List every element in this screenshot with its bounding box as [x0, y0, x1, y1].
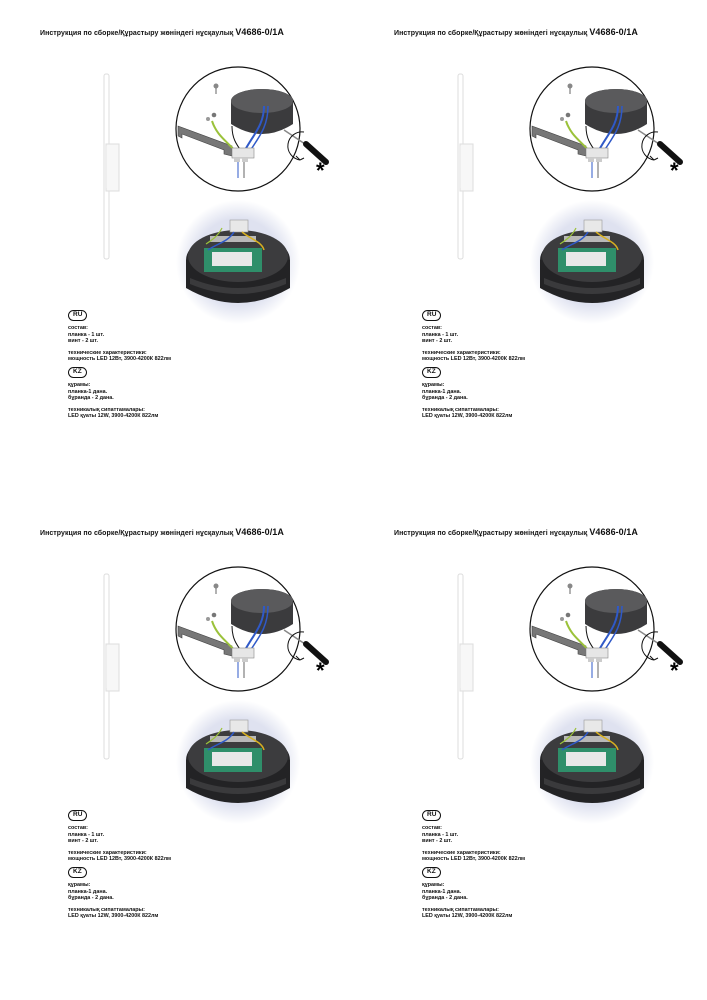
- kz-tech-title: техникалық сипаттамалары:: [68, 406, 145, 413]
- ru-tech-line: мощность LED 12Вт, 3900-4200К 822лм: [422, 356, 525, 363]
- wall-lamp-illustration: [354, 500, 484, 770]
- ru-composition-title: состав:: [68, 825, 88, 831]
- specifications: [68, 810, 171, 920]
- instruction-panel-bottom-right: [354, 500, 707, 1000]
- kz-composition-line: планка-1 дана.: [68, 388, 108, 395]
- kz-tech-line: LED қуаты 12W, 3900-4200К 822лм: [422, 913, 513, 920]
- kz-badge: KZ: [422, 867, 441, 878]
- specifications: [422, 810, 525, 920]
- lamp-interior-photo: [526, 198, 658, 326]
- kz-composition-line: бұранда - 2 дана.: [68, 395, 114, 402]
- asterisk-icon: *: [670, 658, 679, 680]
- wall-lamp-illustration: [0, 500, 130, 770]
- specifications: [422, 310, 525, 420]
- kz-composition-title: құрамы:: [422, 881, 445, 888]
- ru-composition-line: винт - 2 шт.: [422, 338, 452, 345]
- kz-composition-line: бұранда - 2 дана.: [68, 895, 114, 902]
- ru-composition-line: винт - 2 шт.: [422, 838, 452, 845]
- ru-composition-line: планка - 1 шт.: [68, 831, 105, 838]
- kz-tech-line: LED қуаты 12W, 3900-4200К 822лм: [68, 913, 159, 920]
- model-number: V4686-0/1A: [235, 27, 284, 37]
- ru-tech-line: мощность LED 12Вт, 3900-4200К 822лм: [68, 856, 171, 863]
- ru-composition-title: состав:: [68, 325, 88, 331]
- model-number: V4686-0/1A: [589, 27, 638, 37]
- kz-tech-title: техникалық сипаттамалары:: [68, 906, 145, 913]
- specifications: [68, 310, 171, 420]
- title-text: Инструкция по сборке/Құрастыру жөніндегі нұсқаулық: [40, 30, 234, 37]
- screwdriver-illustration: [282, 120, 342, 180]
- asterisk-icon: *: [670, 158, 679, 180]
- instruction-panel-top-right: [354, 0, 707, 500]
- screwdriver-illustration: [636, 120, 696, 180]
- lamp-interior-photo: [526, 698, 658, 826]
- model-number: V4686-0/1A: [235, 527, 284, 537]
- kz-composition-line: планка-1 дана.: [422, 388, 462, 395]
- ru-tech-line: мощность LED 12Вт, 3900-4200К 822лм: [422, 856, 525, 863]
- kz-composition-title: құрамы:: [68, 381, 91, 388]
- ru-composition-line: винт - 2 шт.: [68, 338, 98, 345]
- asterisk-icon: *: [316, 158, 325, 180]
- kz-badge: KZ: [68, 867, 87, 878]
- kz-composition-line: бұранда - 2 дана.: [422, 895, 468, 902]
- ru-tech-title: технические характеристики:: [68, 849, 147, 856]
- kz-composition-title: құрамы:: [68, 881, 91, 888]
- lamp-interior-photo: [172, 698, 304, 826]
- instruction-panel-bottom-left: [0, 500, 353, 1000]
- wall-lamp-illustration: [0, 0, 130, 270]
- kz-badge: KZ: [422, 367, 441, 378]
- kz-tech-title: техникалық сипаттамалары:: [422, 406, 499, 413]
- kz-composition-line: бұранда - 2 дана.: [422, 395, 468, 402]
- kz-tech-line: LED қуаты 12W, 3900-4200К 822лм: [68, 413, 159, 420]
- ru-badge: RU: [422, 810, 441, 821]
- asterisk-icon: *: [316, 658, 325, 680]
- lamp-interior-photo: [172, 198, 304, 326]
- kz-composition-line: планка-1 дана.: [68, 888, 108, 895]
- title-text: Инструкция по сборке/Құрастыру жөніндегі нұсқаулық: [394, 530, 588, 537]
- ru-composition-line: планка - 1 шт.: [68, 331, 105, 338]
- screwdriver-illustration: [282, 620, 342, 680]
- kz-tech-line: LED қуаты 12W, 3900-4200К 822лм: [422, 413, 513, 420]
- ru-badge: RU: [68, 810, 87, 821]
- ru-badge: RU: [422, 310, 441, 321]
- wall-lamp-illustration: [354, 0, 484, 270]
- rotation-arrow-icon: [288, 632, 304, 660]
- screwdriver-illustration: [636, 620, 696, 680]
- ru-composition-line: планка - 1 шт.: [422, 331, 459, 338]
- kz-badge: KZ: [68, 367, 87, 378]
- kz-composition-title: құрамы:: [422, 381, 445, 388]
- ru-tech-title: технические характеристики:: [422, 349, 501, 356]
- title-text: Инструкция по сборке/Құрастыру жөніндегі нұсқаулық: [394, 30, 588, 37]
- rotation-arrow-icon: [642, 132, 658, 160]
- ru-tech-line: мощность LED 12Вт, 3900-4200К 822лм: [68, 356, 171, 363]
- kz-composition-line: планка-1 дана.: [422, 888, 462, 895]
- rotation-arrow-icon: [642, 632, 658, 660]
- ru-badge: RU: [68, 310, 87, 321]
- rotation-arrow-icon: [288, 132, 304, 160]
- ru-composition-title: состав:: [422, 325, 442, 331]
- ru-tech-title: технические характеристики:: [422, 849, 501, 856]
- kz-tech-title: техникалық сипаттамалары:: [422, 906, 499, 913]
- model-number: V4686-0/1A: [589, 527, 638, 537]
- title-text: Инструкция по сборке/Құрастыру жөніндегі нұсқаулық: [40, 530, 234, 537]
- ru-composition-title: состав:: [422, 825, 442, 831]
- ru-tech-title: технические характеристики:: [68, 349, 147, 356]
- instruction-panel-top-left: [0, 0, 353, 500]
- ru-composition-line: винт - 2 шт.: [68, 838, 98, 845]
- ru-composition-line: планка - 1 шт.: [422, 831, 459, 838]
